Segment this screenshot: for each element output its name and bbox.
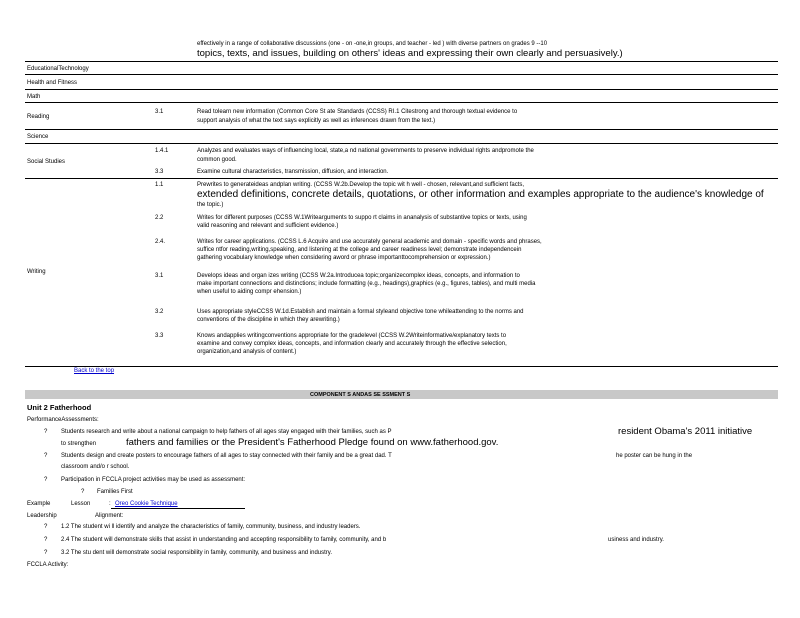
bullet: ? — [44, 453, 48, 459]
subject-ed-tech: EducationalTechnology — [27, 66, 89, 72]
writing-standard-line: make important connections and distinctions; include formatting (e.g., headings),graphics (e.g., figures, tables), and multi media — [197, 281, 536, 287]
carryover-line-2: topics, texts, and issues, building on others' ideas and expressing their own clearly and persuasively.) — [197, 48, 623, 59]
writing-standard-number: 3.2 — [155, 309, 164, 315]
bullet: ? — [44, 550, 48, 556]
subject-health: Health and Fitness — [27, 80, 78, 86]
writing-standard-line: conventions of the discipline in which they arewriting.) — [197, 317, 340, 323]
writing-standard-line: Develops ideas and organ izes writing (CCSS W.2a.Introducea topic;organizecomplex ideas, concepts, and information to — [197, 273, 520, 279]
writing-standard-line: examine and convey complex ideas, concepts, and information clearly and accurately through the effective selection, — [197, 341, 507, 347]
writing-standard-number: 3.3 — [155, 333, 164, 339]
components-header: COMPONENT S ANDAS SE SSMENT S — [310, 392, 411, 398]
writing-standard-number: 1.1 — [155, 182, 164, 188]
writing-standard-line: organization,and analysis of content.) — [197, 349, 297, 355]
writing-standard-line: gathering vocabulary knowledge when considering aword or phrase importanttocomprehension or expression.) — [197, 255, 491, 261]
assessment-text: to strengthen — [61, 441, 97, 447]
writing-standard-line: Writes for career applications. (CCSS L.6 Acquire and use accurately general academic and domain - specific words and phrases, — [197, 239, 542, 245]
subject-science: Science — [27, 134, 49, 140]
back-to-top-link[interactable]: Back to the top — [74, 368, 115, 374]
performance-assessments-label: PerformanceAssessments: — [27, 417, 99, 423]
unit-title: Unit 2 Fatherhood — [27, 403, 92, 412]
reading-standard-number: 3.1 — [155, 109, 164, 115]
writing-standard-number: 2.2 — [155, 215, 164, 221]
example-label: Example — [27, 501, 51, 507]
writing-standard-line: Prewrites to generateideas andplan writing. (CCSS W.2b.Develop the topic wit h well - chosen, relevant,and sufficient facts, — [197, 182, 525, 188]
assessment-text: resident Obama's 2011 initiative — [618, 426, 753, 437]
social-standard-line: common good. — [197, 157, 237, 163]
writing-standard-line: Writes for different purposes (CCSS W.1Writearguments to suppo rt claims in ananalysis of substantive topics or texts, using — [197, 215, 527, 221]
assessment-text: Students design and create posters to encourage fathers of all ages to stay connected with their family and be a great dad. T — [61, 453, 392, 459]
assessment-text: Students research and write about a national campaign to help fathers of all ages stay engaged with their families, such as P — [61, 429, 392, 435]
bullet: ? — [44, 477, 48, 483]
social-standard-line: Analyzes and evaluates ways of influencing local, state,a nd national governments to preserve individual rights andpromote the — [197, 148, 534, 154]
subject-social-studies: Social Studies — [27, 159, 66, 165]
leadership-label: Leadership — [27, 513, 57, 519]
assessment-text: fathers and families or the President's Fatherhood Pledge found on www.fatherhood.gov. — [126, 437, 499, 448]
bullet: ? — [44, 524, 48, 530]
example-underline — [111, 508, 245, 509]
assessment-text: Participation in FCCLA project activities may be used as assessment: — [61, 477, 246, 483]
assessment-text: he poster can be hung in the — [616, 453, 693, 459]
writing-standard-line: when useful to aiding compr ehension.) — [197, 289, 302, 295]
reading-standard-line: Read tolearn new information (Common Core St ate Standards (CCSS) RI.1 Citestrong and thorough textual evidence to — [197, 109, 518, 115]
assessment-text: classroom and/o r school. — [61, 464, 130, 470]
carryover-line-1: effectively in a range of collaborative discussions (one - on -one,in groups, and teacher - led ) with diverse partners on grades 9 --10 — [197, 41, 548, 47]
reading-standard-line: support analysis of what the text says explicitly as well as inferences drawn from the text.) — [197, 118, 436, 124]
social-standard-number: 3.3 — [155, 169, 164, 175]
writing-standard-line: Uses appropriate styleCCSS W.1d.Establish and maintain a formal styleand objective tone whileattending to the norms and — [197, 309, 524, 315]
social-standard-line: Examine cultural characteristics, transmission, diffusion, and interaction. — [197, 169, 389, 175]
bullet: ? — [44, 537, 48, 543]
alignment-item: 1.2 The student wi ll identify and analyze the characteristics of family, community, business, and industry leaders. — [61, 524, 361, 530]
writing-standard-line-large: extended definitions, concrete details, quotations, or other information and examples appropriate to the audience's knowledge of — [197, 189, 764, 200]
bullet: ? — [81, 489, 85, 495]
lesson-label: Lesson — [71, 501, 91, 507]
fccla-activity-label: FCCLA Activity: — [27, 562, 69, 568]
writing-standard-line: Knows andapplies writingconventions appropriate for the gradelevel (CCSS W.2Writeinformative/explanatory texts to — [197, 333, 507, 339]
bullet: ? — [44, 429, 48, 435]
subject-math: Math — [27, 94, 41, 100]
writing-standard-line: the topic.) — [197, 202, 224, 208]
subject-reading: Reading — [27, 114, 50, 120]
alignment-item: 3.2 The stu dent will demonstrate social responsibility in family, community, and business and industry. — [61, 550, 333, 556]
lesson-colon: : — [109, 501, 111, 507]
oreo-cookie-technique-link[interactable]: Oreo Cookie Technique — [115, 501, 178, 507]
writing-standard-line: suffice ntfor reading,writing,speaking, and listening at the college and career readiness level; demonstrate independencein — [197, 247, 522, 253]
subject-writing: Writing — [27, 269, 46, 275]
families-first-item: Families First — [97, 489, 133, 495]
writing-standard-number: 2.4. — [155, 239, 166, 245]
alignment-item: 2.4 The student will demonstrate skills that assist in understanding and accepting responsibility to family, community, and b — [61, 537, 387, 543]
writing-standard-line: valid reasoning and relevant and sufficient evidence.) — [197, 223, 339, 229]
writing-standard-number: 3.1 — [155, 273, 164, 279]
social-standard-number: 1.4.1 — [155, 148, 169, 154]
alignment-item: usiness and industry. — [608, 537, 664, 543]
alignment-label: Alignment: — [95, 513, 124, 519]
